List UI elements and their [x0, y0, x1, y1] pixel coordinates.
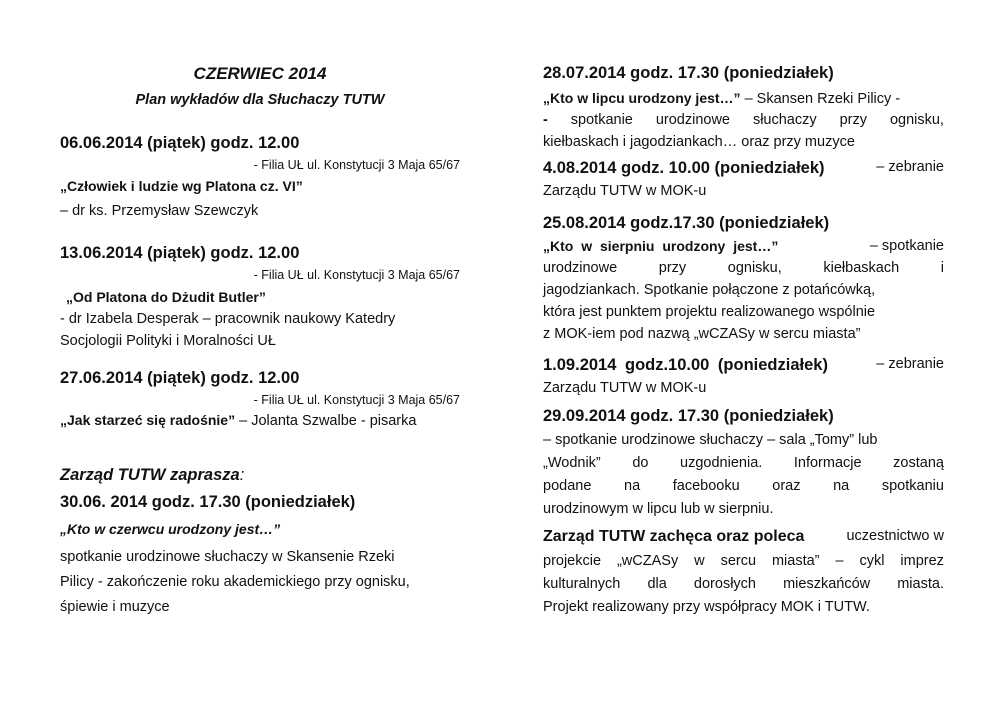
lecture-1-venue: - Filia UŁ ul. Konstytucji 3 Maja 65/67 — [253, 158, 460, 172]
word: w — [694, 553, 705, 569]
word: podane — [543, 478, 592, 494]
project-line-1-rest: uczestnictwo w — [846, 528, 944, 544]
event-r3-line-5: z MOK-iem pod nazwą „wCZASy w sercu miasta” — [543, 326, 861, 342]
page-title: CZERWIEC 2014 — [193, 64, 327, 83]
event-r4-date: 1.09.2014 godz.10.00 (poniedziałek) — [543, 356, 828, 374]
word: słuchaczy — [752, 112, 817, 128]
event-r2-line-2: Zarządu TUTW w MOK-u — [543, 183, 707, 199]
word: projekcie — [543, 553, 602, 569]
word: mieszkańców — [783, 576, 871, 592]
word: kulturalnych — [543, 576, 621, 592]
event-r5-date: 29.09.2014 godz. 17.30 (poniedziałek) — [543, 407, 834, 425]
word: ognisku, — [727, 260, 782, 276]
word: miasta. — [897, 576, 944, 592]
event-r5-line-4: urodzinowym w lipcu lub w sierpniu. — [543, 501, 774, 517]
lecture-3-speaker: – Jolanta Szwalbe - pisarka — [235, 413, 417, 429]
project-line-1 — [543, 528, 944, 546]
lecture-3-venue: - Filia UŁ ul. Konstytucji 3 Maja 65/67 — [253, 393, 460, 407]
word: zostaną — [893, 455, 944, 471]
word: i — [940, 260, 944, 276]
word: spotkanie — [570, 112, 633, 128]
lecture-1-speaker: – dr ks. Przemysław Szewczyk — [60, 203, 259, 219]
project-line-3 — [543, 576, 944, 592]
word: sercu — [720, 553, 757, 569]
project-line-2 — [543, 553, 944, 569]
lecture-2-title: „Od Platona do Dżudit Butler” — [66, 289, 266, 305]
event-r3-title: „Kto w sierpniu urodzony jest…” — [543, 238, 779, 254]
word: na — [833, 478, 850, 494]
lecture-2-speaker-line-1: - dr Izabela Desperak – pracownik naukowy Katedry — [60, 311, 396, 327]
lecture-2-date: 13.06.2014 (piątek) godz. 12.00 — [60, 244, 300, 262]
event-r1-date: 28.07.2014 godz. 17.30 (poniedziałek) — [543, 64, 834, 82]
event-4-desc-line-2: Pilicy - zakończenie roku akademickiego przy ognisku, — [60, 574, 410, 590]
event-r1-line-3: kiełbaskach i jagodziankach… oraz przy muzyce — [543, 134, 855, 150]
event-r2-date: 4.08.2014 godz. 10.00 (poniedziałek) — [543, 159, 825, 177]
word: ognisku, — [889, 112, 944, 128]
word: oraz — [772, 478, 801, 494]
invite-heading — [60, 466, 460, 485]
event-r3-date: 25.08.2014 godz.17.30 (poniedziałek) — [543, 214, 830, 232]
event-r1-place: – Skansen Rzeki Pilicy - — [740, 91, 901, 107]
page-subtitle: Plan wykładów dla Słuchaczy TUTW — [135, 92, 385, 108]
word: przy — [658, 260, 687, 276]
event-4-desc-line-3: śpiewie i muzyce — [60, 599, 170, 615]
word: – — [835, 553, 844, 569]
word: kiełbaskach — [823, 260, 900, 276]
word: Informacje — [793, 455, 862, 471]
event-4-date: 30.06. 2014 godz. 17.30 (poniedziałek) — [60, 493, 356, 511]
lecture-2-speaker-line-2: Socjologii Polityki i Moralności UŁ — [60, 333, 276, 349]
word: urodzinowe — [543, 260, 618, 276]
word: imprez — [900, 553, 944, 569]
event-r3-line-4: która jest punktem projektu realizowanego wspólnie — [543, 304, 876, 320]
word: facebooku — [672, 478, 740, 494]
word: spotkaniu — [881, 478, 944, 494]
event-r3-line-3: jagodziankach. Spotkanie połączone z potańcówką, — [543, 282, 876, 298]
project-line-4: Projekt realizowany przy współpracy MOK i TUTW. — [543, 599, 870, 615]
word: cykl — [859, 553, 885, 569]
word: „Wodnik” — [543, 455, 601, 471]
lecture-1-title: „Człowiek i ludzie wg Platona cz. VI” — [60, 178, 303, 194]
word: miasta” — [771, 553, 820, 569]
lecture-2-venue: - Filia UŁ ul. Konstytucji 3 Maja 65/67 — [253, 268, 460, 282]
word: dla — [647, 576, 667, 592]
invite-heading-text: Zarząd TUTW zaprasza — [60, 466, 240, 484]
event-r2-line-1 — [543, 159, 944, 178]
event-r2-desc: – zebranie — [876, 159, 944, 175]
project-heading: Zarząd TUTW zachęca oraz poleca — [543, 528, 805, 545]
word: urodzinowe — [655, 112, 730, 128]
event-r5-line-2 — [543, 455, 944, 471]
event-4-desc-line-1: spotkanie urodzinowe słuchaczy w Skansenie Rzeki — [60, 549, 395, 565]
event-r3-line-1 — [543, 238, 944, 256]
word: przy — [839, 112, 867, 128]
event-r1-title: „Kto w lipcu urodzony jest…” — [543, 90, 741, 106]
word: na — [624, 478, 641, 494]
lecture-3-line — [60, 412, 460, 430]
event-r4-desc: – zebranie — [876, 356, 944, 372]
word: do — [632, 455, 649, 471]
event-r4-line-1 — [543, 356, 944, 375]
word: uzgodnienia. — [680, 455, 763, 471]
lecture-3-title: „Jak starzeć się radośnie” — [60, 412, 236, 428]
event-4-title: „Kto w czerwcu urodzony jest…” — [60, 521, 281, 537]
word: „wCZASy — [616, 553, 679, 569]
event-r5-line-1: – spotkanie urodzinowe słuchaczy – sala „Tomy” lub — [543, 432, 878, 448]
event-r1-line-2 — [543, 112, 944, 128]
event-r3-line-2 — [543, 260, 944, 276]
event-r5-line-3 — [543, 478, 944, 494]
event-r4-line-2: Zarządu TUTW w MOK-u — [543, 380, 707, 396]
lecture-3-date: 27.06.2014 (piątek) godz. 12.00 — [60, 369, 300, 387]
event-r1-line-1 — [543, 90, 944, 108]
lecture-1-date: 06.06.2014 (piątek) godz. 12.00 — [60, 134, 300, 152]
word: dorosłych — [693, 576, 756, 592]
word: - — [543, 112, 548, 128]
invite-heading-colon: : — [239, 466, 245, 484]
event-r3-desc: – spotkanie — [869, 238, 944, 254]
